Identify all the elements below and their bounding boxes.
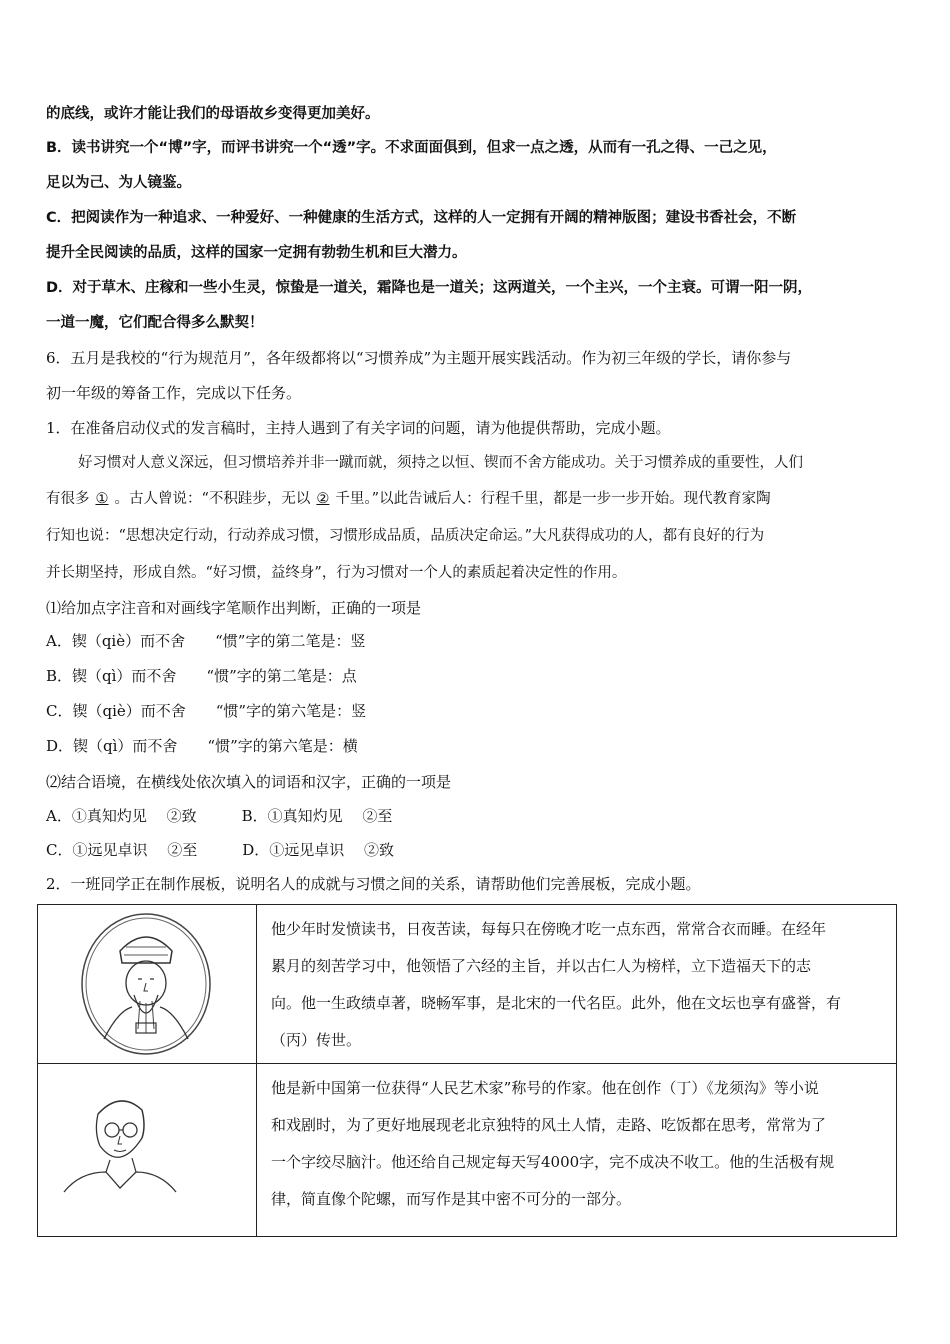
ancient-scholar-portrait: [78, 911, 214, 1057]
choices-cd: C．①远见卓识 ②至 D．①远见卓识 ②致: [46, 841, 395, 859]
passage-text: 有很多: [46, 491, 90, 507]
blank-2: ②: [316, 491, 330, 507]
option-b-continued: 足以为己、为人镜鉴。: [46, 175, 191, 191]
question-6-intro-continued: 初一年级的筹备工作，完成以下任务。: [46, 384, 302, 402]
text-line: 律，简直像个陀螺，而写作是其中密不可分的一部分。: [271, 1190, 632, 1208]
famous-person-2-text: [257, 1064, 897, 1237]
option-c: C．把阅读作为一种追求、一种爱好、一种健康的生活方式，这样的人一定拥有开阔的精神版图；建设书香社会，不断: [46, 210, 797, 226]
blank-1: ①: [95, 491, 109, 507]
choice-d: D．锲（qì）而不舍 “惯”字的第六笔是：横: [46, 737, 358, 755]
choices-ab: A．①真知灼见 ②致 B．①真知灼见 ②至: [46, 807, 393, 825]
option-d-continued: 一道一魔，它们配合得多么默契！: [46, 315, 264, 331]
portrait-cell: [38, 1064, 257, 1237]
subquestion-2-prompt: 2．一班同学正在制作展板，说明名人的成就与习惯之间的关系，请帮助他们完善展板，完成小题。: [46, 875, 701, 893]
text-line: 一个字绞尽脑汁。他还给自己规定每天写4000字，完不成决不收工。他的生活极有规: [271, 1153, 835, 1171]
text-line: 累月的刻苦学习中，他领悟了六经的主旨，并以古仁人为榜样，立下造福天下的志: [271, 957, 812, 975]
subquestion-1-prompt: 1．在准备启动仪式的发言稿时，主持人遇到了有关字词的问题，请为他提供帮助，完成小题。: [46, 419, 671, 437]
choice-b: B．锲（qì）而不舍 “惯”字的第二笔是：点: [46, 667, 357, 685]
modern-writer-portrait: [60, 1076, 180, 1196]
passage-line-4: 并长期坚持，形成自然。“好习惯，益终身”，行为习惯对一个人的素质起着决定性的作用。: [46, 565, 627, 581]
passage-line-2: [46, 489, 771, 509]
table-row: [38, 905, 897, 1064]
passage-line-1: 好习惯对人意义深远，但习惯培养并非一蹴而就，须持之以恒、锲而不舍方能成功。关于习惯养成的重要性，人们: [78, 455, 803, 471]
passage-text: 。古人曾说：“不积跬步，无以: [114, 491, 311, 507]
text-line: 和戏剧时，为了更好地展现老北京独特的风土人情，走路、吃饭都在思考，常常为了: [271, 1116, 827, 1134]
passage-text: 千里。”以此告诫后人：行程千里，都是一步一步开始。现代教育家陶: [335, 491, 771, 507]
subquestion-1-2: ⑵结合语境，在横线处依次填入的词语和汉字，正确的一项是: [46, 773, 452, 791]
display-board-table: [37, 904, 897, 1237]
portrait-cell: [38, 905, 257, 1064]
choice-c: C．锲（qiè）而不舍 “惯”字的第六笔是：竖: [46, 702, 367, 720]
option-b: B．读书讲究一个“博”字，而评书讲究一个“透”字。不求面面俱到，但求一点之透，从而有一孔之得、一己之见，: [46, 140, 777, 156]
subquestion-1-1: ⑴给加点字注音和对画线字笔顺作出判断，正确的一项是: [46, 599, 422, 617]
text-line: 他少年时发愤读书，日夜苦读，每每只在傍晚才吃一点东西，常常合衣而睡。在经年: [271, 920, 827, 938]
question-6-intro: 6．五月是我校的“行为规范月”，各年级都将以“习惯养成”为主题开展实践活动。作为初三年级的学长，请你参与: [46, 349, 792, 367]
text-line: 他是新中国第一位获得“人民艺术家”称号的作家。他在创作（丁）《龙须沟》等小说: [271, 1079, 819, 1097]
option-c-continued: 提升全民阅读的品质，这样的国家一定拥有勃勃生机和巨大潜力。: [46, 245, 467, 261]
famous-person-1-text: [257, 905, 897, 1064]
passage-line-3: 行知也说：“思想决定行动，行动养成习惯，习惯形成品质，品质决定命运。”大凡获得成功的人，都有良好的行为: [46, 528, 765, 544]
choice-a: A．锲（qiè）而不舍 “惯”字的第二笔是：竖: [46, 632, 366, 650]
text-line: 向。他一生政绩卓著，晓畅军事，是北宋的一代名臣。此外，他在文坛也享有盛誉，有: [271, 994, 842, 1012]
table-row: [38, 1064, 897, 1237]
option-a-continued: 的底线，或许才能让我们的母语故乡变得更加美好。: [46, 106, 380, 122]
text-line: （丙）传世。: [271, 1031, 362, 1049]
option-d: D．对于草木、庄稼和一些小生灵，惊蛰是一道关，霜降也是一道关；这两道关，一个主兴，一个主衰。可谓一阳一阴，: [46, 280, 813, 296]
